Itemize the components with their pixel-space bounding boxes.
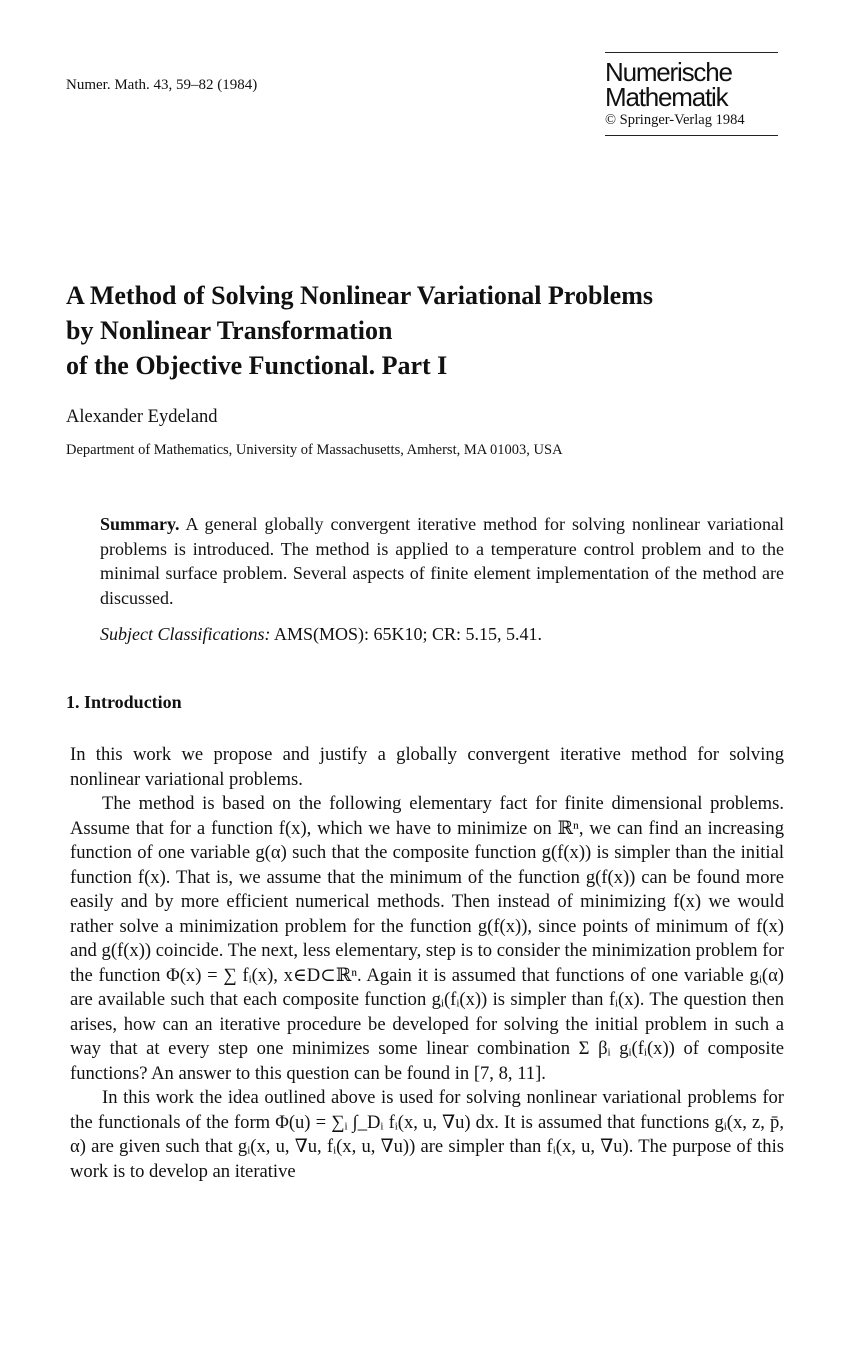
title-line-2: by Nonlinear Transformation bbox=[66, 316, 393, 345]
section-heading: 1. Introduction bbox=[66, 692, 182, 712]
author-name: Alexander Eydeland bbox=[66, 407, 218, 427]
introduction-body bbox=[70, 743, 784, 1184]
summary-label: Summary. bbox=[100, 514, 180, 534]
masthead-top-rule bbox=[605, 52, 778, 53]
paragraph-3: In this work the idea outlined above is used for solving nonlinear variational problems for the functionals of the form Φ(u) = ∑ᵢ ∫_Dᵢ fᵢ(x, u, ∇u) dx. It is assumed that functions gᵢ(x, z, p̄, α) are given such that gᵢ(x, u, ∇u, fᵢ(x, u, ∇u)) are simpler than fᵢ(x, u, ∇u). The purpose of this work is to develop an iterative bbox=[70, 1087, 784, 1182]
title-line-1: A Method of Solving Nonlinear Variational Problems bbox=[66, 281, 653, 310]
summary-text: A general globally convergent iterative method for solving nonlinear variational problems is introduced. The method is applied to a temperature control problem and to the minimal surface problem. Several aspects of finite element implementation of the method are discussed. bbox=[100, 514, 784, 608]
journal-citation: Numer. Math. 43, 59–82 (1984) bbox=[66, 77, 258, 93]
title-line-3: of the Objective Functional. Part I bbox=[66, 351, 448, 380]
subject-classifications-label: Subject Classifications: bbox=[100, 624, 271, 644]
paragraph-2: The method is based on the following elementary fact for finite dimensional problems. Assume that for a function f(x), which we have to minimize on ℝⁿ, we can find an increasing function of one variable g(α) such that the composite function g(f(x)) is simpler than the initial function f(x). That is, we assume that the minimum of the function g(f(x)) can be found more easily and by more efficient numerical methods. Then instead of minimizing f(x) we would rather solve a minimization problem for the function g(f(x)), since points of minimum of f(x) and g(f(x)) coincide. The next, less elementary, step is to consider the minimization problem for the function Φ(x) = ∑ fᵢ(x), x∈D⊂ℝⁿ. Again it is assumed that functions of one variable gᵢ(α) are available such that each composite function gᵢ(fᵢ(x)) is simpler than fᵢ(x). The question then arises, how can an iterative procedure be developed for solving the initial problem in such a way that at every step one minimizes some linear combination Σ βᵢ gᵢ(fᵢ(x)) of composite functions? An answer to this question can be found in [7, 8, 11]. bbox=[70, 793, 784, 1084]
journal-masthead bbox=[605, 52, 778, 136]
journal-name-line2: Mathematik bbox=[605, 82, 728, 112]
article-title bbox=[66, 278, 806, 383]
masthead-bottom-rule bbox=[605, 135, 778, 136]
subject-classifications bbox=[100, 624, 542, 645]
author-affiliation: Department of Mathematics, University of Massachusetts, Amherst, MA 01003, USA bbox=[66, 442, 563, 458]
subject-classifications-text: AMS(MOS): 65K10; CR: 5.15, 5.41. bbox=[274, 624, 543, 644]
summary-block bbox=[100, 512, 784, 610]
paragraph-1: In this work we propose and justify a globally convergent iterative method for solving nonlinear variational problems. bbox=[70, 744, 784, 790]
journal-name bbox=[605, 57, 778, 112]
publisher-copyright: © Springer-Verlag 1984 bbox=[605, 112, 745, 128]
journal-name-line1: Numerische bbox=[605, 57, 732, 87]
